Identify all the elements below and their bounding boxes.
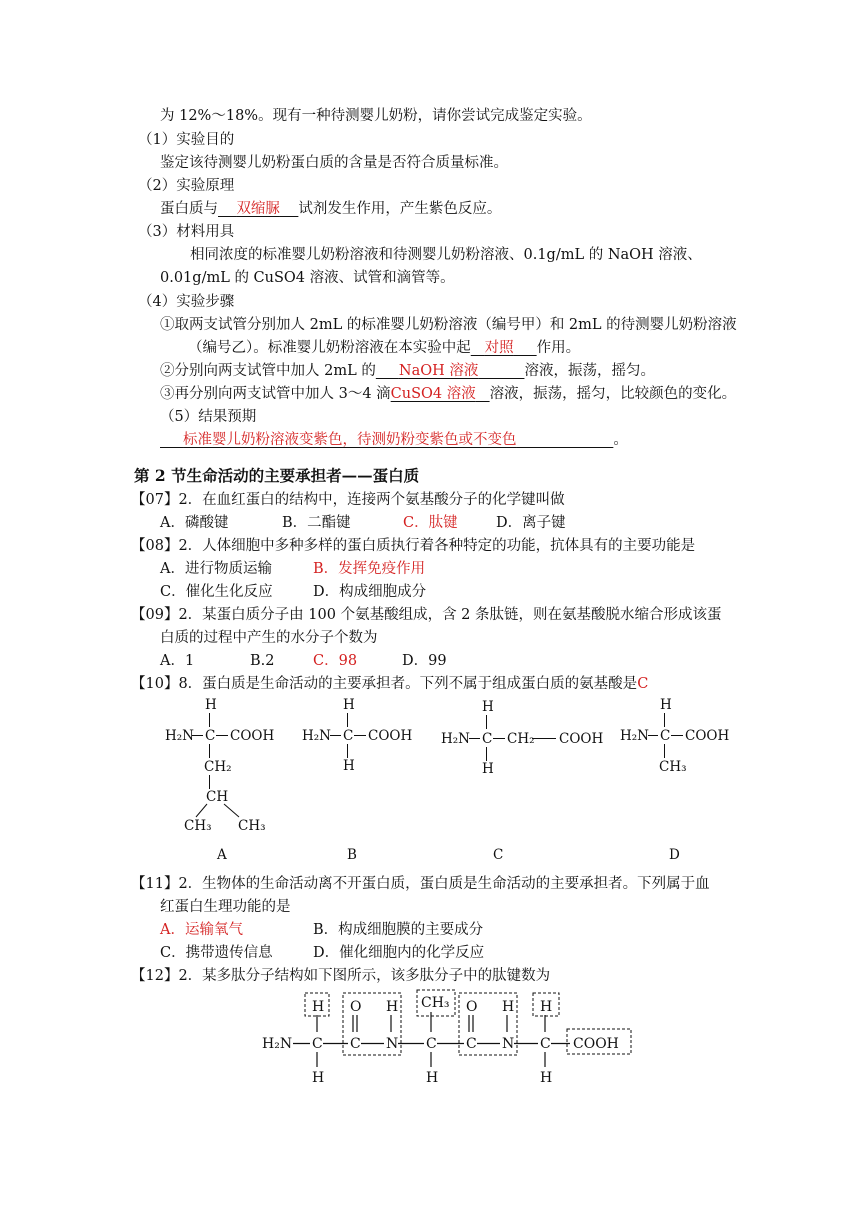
p-n-2: N: [502, 1036, 515, 1052]
q08-option-a: A．进行物质运输: [160, 561, 272, 577]
q11-stem-line-1: 【11】2．生物体的生命活动离不开蛋白质，蛋白质是生命活动的主要承担者。下列属于血: [131, 876, 710, 892]
a-h2n: H₂N: [165, 728, 194, 744]
q11-option-b: B．构成细胞膜的主要成分: [313, 922, 484, 938]
label-d: D: [669, 847, 680, 863]
c-ch2: CH₂: [507, 731, 535, 747]
section-2-heading: （2）实验原理: [138, 178, 235, 194]
section-5-answer-line: [160, 430, 628, 450]
c-bottom-h: H: [482, 761, 494, 777]
s2-post: 试剂发生作用，产生紫色反应。: [298, 201, 502, 217]
step-1-line-2: [188, 338, 580, 358]
p-o-2: O: [466, 999, 478, 1015]
c-h2n: H₂N: [441, 731, 470, 747]
p-c-3: C: [426, 1036, 437, 1052]
section-3-line-1: 相同浓度的标准婴儿奶粉溶液和待测婴儿奶粉溶液、0.1g/mL 的 NaOH 溶液、: [190, 247, 702, 263]
step-1-pre: （编号乙）。标准婴儿奶粉溶液在本实验中起: [188, 340, 471, 356]
q07-option-c: C．肽键: [403, 515, 458, 531]
a-top-h: H: [205, 697, 217, 713]
q09-option-c: C．98: [313, 653, 358, 669]
q07-option-d: D．离子键: [496, 515, 566, 531]
step-2-post: 溶液，振荡，摇匀。: [524, 363, 655, 379]
step-2-line: [160, 361, 655, 381]
q09-option-d: D．99: [402, 653, 447, 669]
p-c-4: C: [466, 1036, 477, 1052]
p-cooh: COOH: [573, 1036, 619, 1052]
b-cooh: COOH: [368, 728, 413, 744]
p-h-1: H: [312, 999, 325, 1015]
step-3-answer: CuSO4 溶液: [390, 386, 476, 402]
label-b: B: [347, 847, 357, 863]
q09-stem-line-1: 【09】2．某蛋白质分子由 100 个氨基酸组成，含 2 条肽链，则在氨基酸脱水缩合形成该蛋: [131, 607, 722, 623]
step-2-answer: NaOH 溶液: [398, 363, 479, 379]
section-3-line-2: 0.01g/mL 的 CuSO4 溶液、试管和滴管等。: [160, 270, 455, 286]
s5-end: 。: [613, 432, 628, 448]
c-cooh: COOH: [559, 731, 604, 747]
c-top-h: H: [482, 699, 494, 715]
q09-option-a: A．1: [160, 653, 195, 669]
a-alpha-c: C: [205, 728, 216, 744]
p-n-1: N: [386, 1036, 399, 1052]
p-ch3: CH₃: [421, 995, 450, 1011]
p-h-5: H: [312, 1070, 325, 1086]
q11-option-d: D．催化细胞内的化学反应: [313, 945, 485, 961]
p-h-6: H: [426, 1070, 439, 1086]
q08-option-c: C．催化生化反应: [160, 584, 273, 600]
step-3-post: 溶液，振荡，摇匀，比较颜色的变化。: [489, 386, 737, 402]
q12-polypeptide-structure: [0, 985, 860, 1090]
b-bottom-h: H: [343, 758, 355, 774]
step-3-blank: [391, 386, 490, 402]
a-ch2: CH₂: [204, 759, 232, 775]
q10-answer: C: [637, 676, 649, 692]
s5-blank: [160, 432, 613, 448]
s2-answer: 双缩脲: [236, 201, 280, 217]
q08-stem: 【08】2．人体细胞中多种多样的蛋白质执行着各种特定的功能，抗体具有的主要功能是: [131, 538, 696, 554]
p-c-1: C: [312, 1036, 323, 1052]
a-ch3-left: CH₃: [184, 818, 212, 834]
s5-answer: 标准婴儿奶粉溶液变紫色，待测奶粉变紫色或不变色: [183, 432, 517, 448]
a-ch3-right: CH₃: [238, 818, 266, 834]
label-a: A: [217, 847, 227, 863]
section-3-heading: （3）材料用具: [138, 224, 235, 240]
q12-stem: 【12】2．某多肽分子结构如下图所示，该多肽分子中的肽键数为: [131, 968, 551, 984]
p-c-5: C: [540, 1036, 551, 1052]
step-3-pre: ③再分别向两支试管中加人 3～4 滴: [160, 386, 391, 402]
q08-option-d: D．构成细胞成分: [313, 584, 427, 600]
p-h-4: H: [540, 999, 553, 1015]
step-1-blank: [471, 340, 537, 356]
p-o-1: O: [350, 999, 362, 1015]
a-cooh: COOH: [230, 728, 275, 744]
q10-amino-acid-structures: [0, 690, 860, 870]
section-4-heading: （4）实验步骤: [138, 294, 235, 310]
b-h2n: H₂N: [302, 728, 331, 744]
intro-line: 为 12%～18%。现有一种待测婴儿奶粉，请你尝试完成鉴定实验。: [160, 108, 592, 124]
q11-option-a: A．运输氧气: [160, 922, 243, 938]
step-1-line-1: ①取两支试管分别加人 2mL 的标准婴儿奶粉溶液（编号甲）和 2mL 的待测婴儿奶粉溶液: [160, 317, 737, 333]
q11-stem-line-2: 红蛋白生理功能的是: [160, 899, 291, 915]
q08-option-b: B．发挥免疫作用: [313, 561, 426, 577]
p-h-7: H: [540, 1070, 553, 1086]
step-2-blank: [376, 363, 525, 379]
a-ch: CH: [206, 789, 229, 805]
s2-pre: 蛋白质与: [160, 201, 218, 217]
d-h2n: H₂N: [620, 728, 649, 744]
label-c: C: [493, 847, 504, 863]
step-1-post: 作用。: [536, 340, 581, 356]
q07-option-b: B．二酯键: [282, 515, 351, 531]
b-alpha-c: C: [343, 728, 354, 744]
section-5-heading: （5）结果预期: [160, 409, 257, 425]
p-c-2: C: [350, 1036, 361, 1052]
d-alpha-c: C: [660, 728, 671, 744]
section-2-text: [160, 199, 501, 219]
step-3-line: [160, 384, 736, 404]
c-alpha-c: C: [482, 731, 493, 747]
q07-option-a: A．磷酸键: [160, 515, 229, 531]
section-title: 第 2 节生命活动的主要承担者——蛋白质: [134, 466, 420, 485]
q10-stem-text: 【10】8．蛋白质是生命活动的主要承担者。下列不属于组成蛋白质的氨基酸是: [131, 676, 638, 692]
q11-option-c: C．携带遗传信息: [160, 945, 273, 961]
d-cooh: COOH: [685, 728, 730, 744]
q07-stem: 【07】2．在血红蛋白的结构中，连接两个氨基酸分子的化学键叫做: [131, 492, 565, 508]
b-top-h: H: [343, 697, 355, 713]
section-1-heading: （1）实验目的: [138, 132, 235, 148]
p-h-3: H: [502, 999, 515, 1015]
step-2-pre: ②分别向两支试管中加人 2mL 的: [160, 363, 376, 379]
q09-option-b: B.2: [250, 653, 275, 669]
s2-answer-blank: [218, 201, 298, 217]
q09-stem-line-2: 白质的过程中产生的水分子个数为: [160, 630, 378, 646]
p-h-2: H: [386, 999, 399, 1015]
section-1-text: 鉴定该待测婴儿奶粉蛋白质的含量是否符合质量标准。: [160, 155, 508, 171]
d-top-h: H: [660, 697, 672, 713]
step-1-answer: 对照: [484, 340, 514, 356]
p-h2n: H₂N: [262, 1036, 293, 1052]
d-ch3: CH₃: [659, 759, 687, 775]
